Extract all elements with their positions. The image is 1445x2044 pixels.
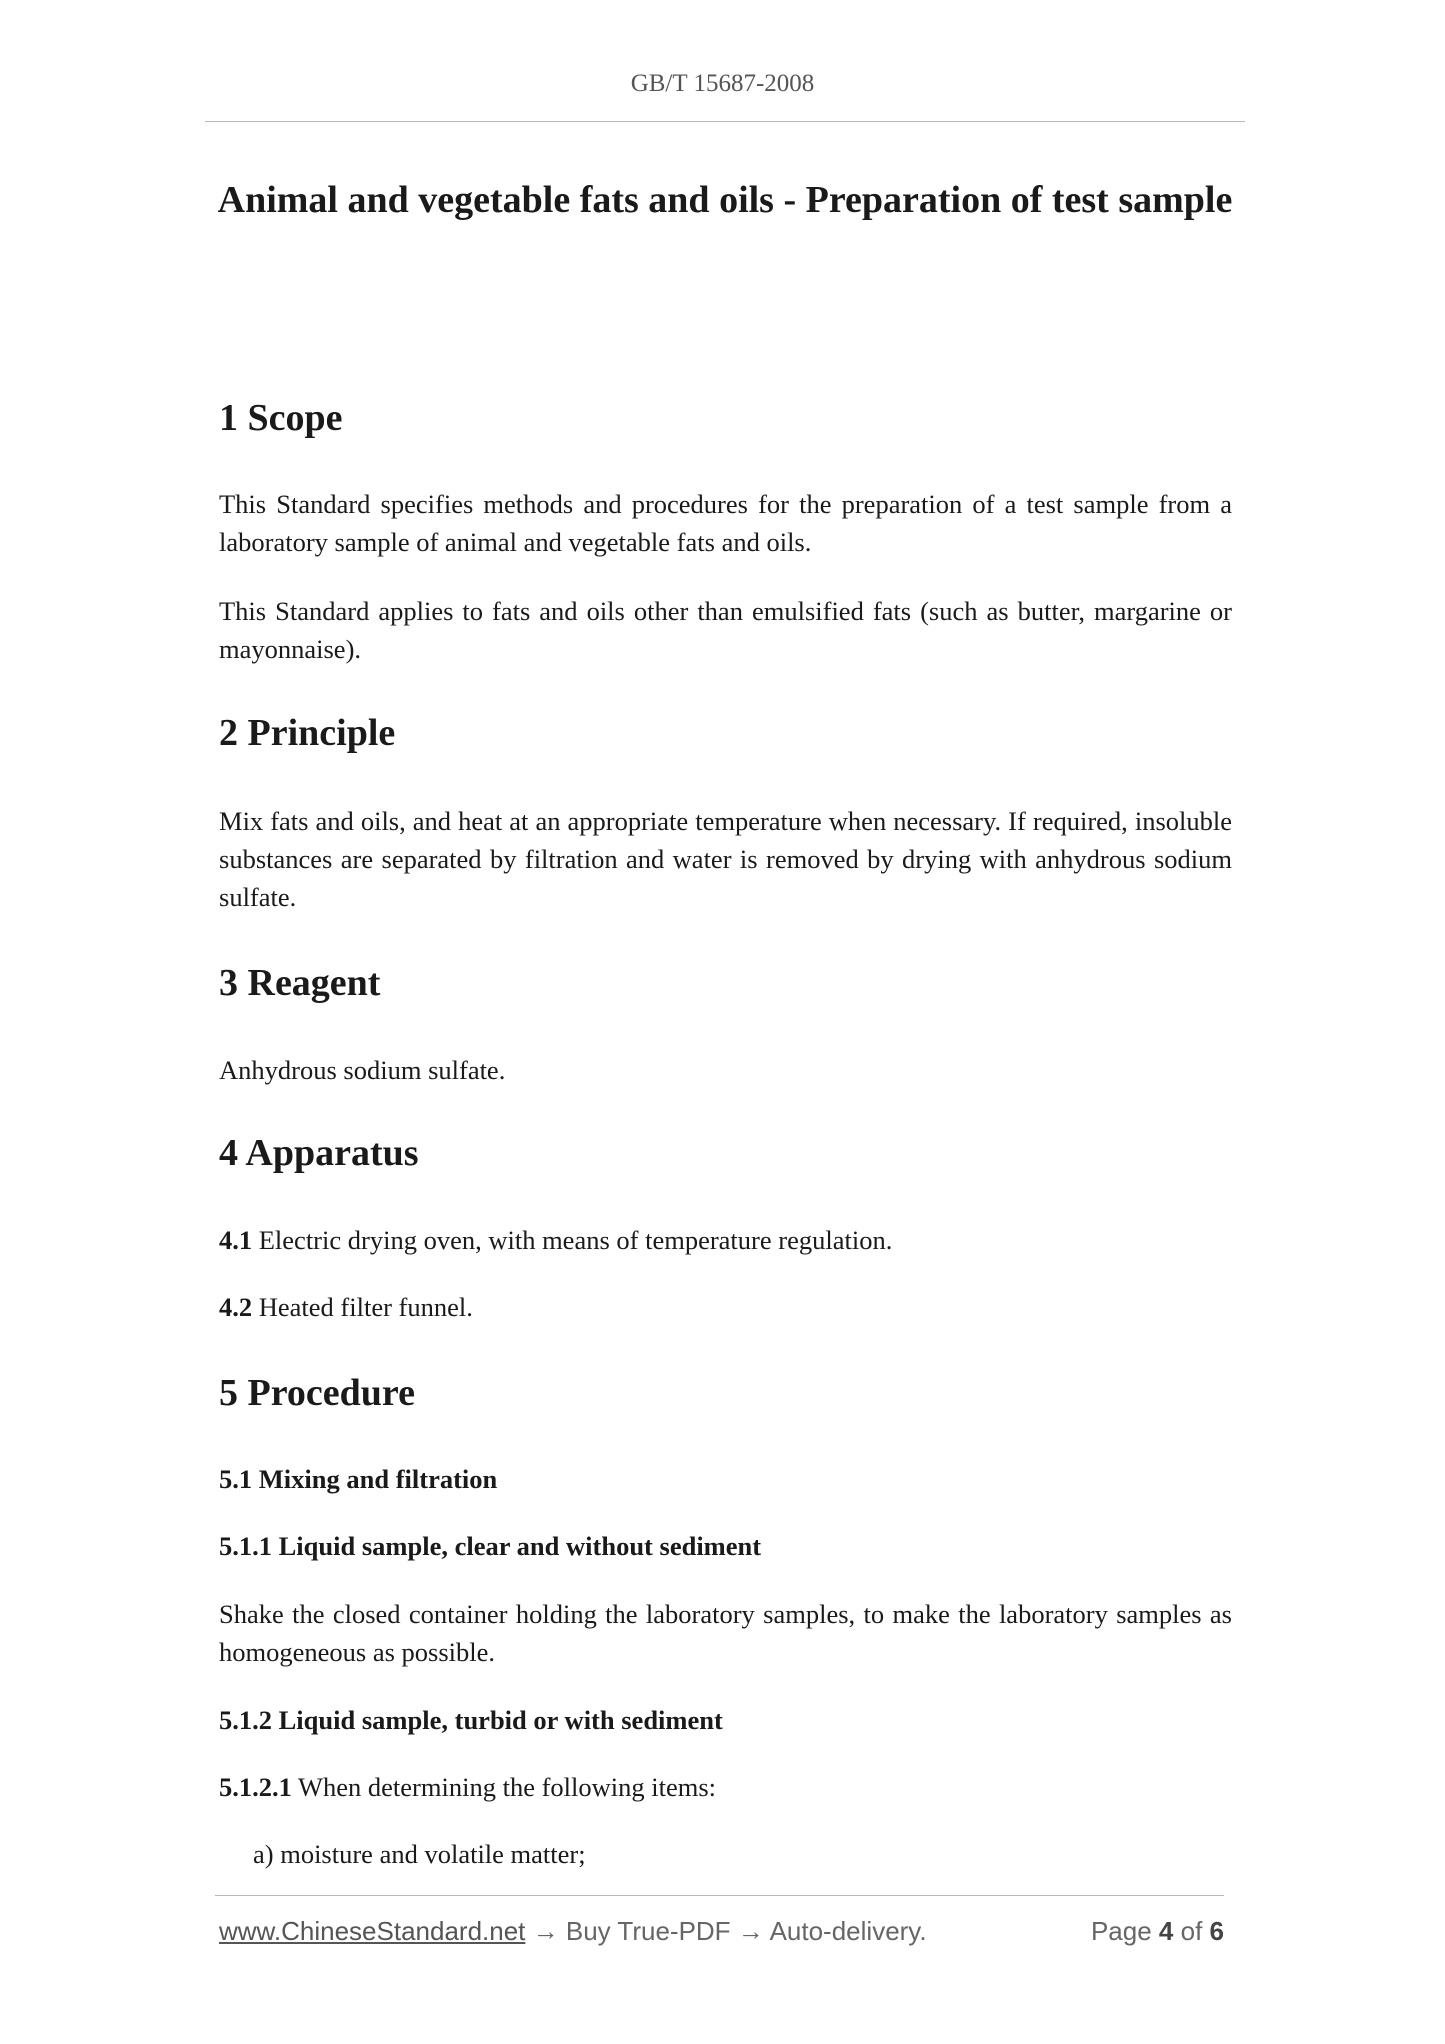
document-title: Animal and vegetable fats and oils - Preparation of test sample (217, 179, 1233, 221)
scope-paragraph-1: This Standard specifies methods and procedures for the preparation of a test sample from a laboratory sample of animal and vegetable fats and oils. (219, 489, 1232, 557)
page-footer (219, 1916, 1224, 1956)
principle-paragraph: Mix fats and oils, and heat at an appropriate temperature when necessary. If required, insoluble substances are separated by filtration and water is removed by drying with anhydrous sodium sulfate. (219, 806, 1232, 912)
footer-divider (215, 1895, 1224, 1896)
apparatus-item-number: 4.1 (219, 1225, 253, 1255)
scope-paragraph-2: This Standard applies to fats and oils other than emulsified fats (such as butter, margarine or mayonnaise). (219, 596, 1232, 664)
page-total: 6 (1209, 1916, 1224, 1946)
section-heading-principle: 2 Principle (219, 712, 396, 754)
section-heading-reagent: 3 Reagent (219, 962, 381, 1004)
apparatus-item-4-2 (219, 1288, 1232, 1326)
page-indicator (1091, 1916, 1224, 1947)
subheading-5-1-1: 5.1.1 Liquid sample, clear and without sediment (219, 1531, 762, 1561)
page-current: 4 (1158, 1916, 1174, 1946)
footer-promo (219, 1916, 927, 1947)
section-heading-scope: 1 Scope (219, 397, 343, 439)
reagent-paragraph: Anhydrous sodium sulfate. (219, 1055, 506, 1085)
page-of: of (1180, 1916, 1203, 1946)
header-divider (205, 121, 1245, 122)
clause-number: 5.1.2.1 (219, 1772, 292, 1802)
subheading-5-1-2: 5.1.2 Liquid sample, turbid or with sediment (219, 1705, 723, 1735)
subheading-5-1: 5.1 Mixing and filtration (219, 1464, 498, 1494)
section-heading-apparatus: 4 Apparatus (219, 1132, 419, 1174)
document-code-header: GB/T 15687-2008 (630, 70, 815, 97)
apparatus-item-text: Heated filter funnel. (252, 1292, 473, 1322)
apparatus-item-4-1 (219, 1221, 1232, 1259)
footer-tagline: → Buy True-PDF → Auto-delivery. (525, 1916, 927, 1946)
section-heading-procedure: 5 Procedure (219, 1372, 415, 1414)
apparatus-item-text: Electric drying oven, with means of temperature regulation. (252, 1225, 893, 1255)
site-link[interactable]: www.ChineseStandard.net (219, 1916, 526, 1946)
list-item-a: a) moisture and volatile matter; (253, 1839, 586, 1869)
page-label: Page (1090, 1916, 1152, 1946)
clause-5-1-2-1 (219, 1768, 1232, 1806)
clause-text: When determining the following items: (291, 1772, 717, 1802)
procedure-paragraph-5-1-1: Shake the closed container holding the laboratory samples, to make the laboratory samples as homogeneous as possible. (219, 1599, 1232, 1667)
apparatus-item-number: 4.2 (219, 1292, 253, 1322)
